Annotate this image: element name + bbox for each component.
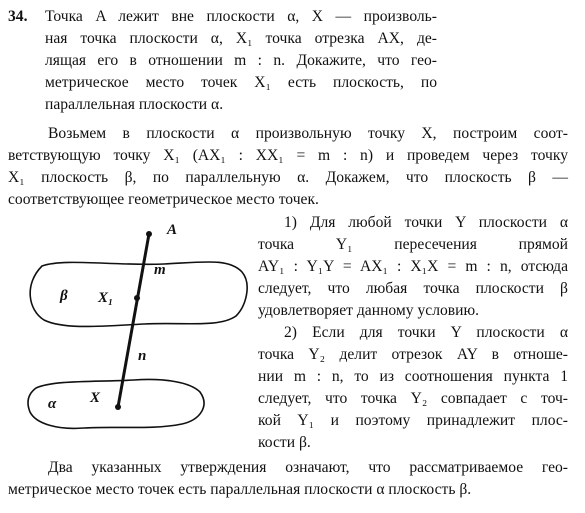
solution-right-line-11: кости β. bbox=[258, 434, 311, 451]
label-n: n bbox=[138, 348, 147, 364]
label-beta: β bbox=[60, 288, 68, 304]
point-x bbox=[115, 404, 121, 410]
label-x: X bbox=[90, 390, 101, 406]
segment-ax bbox=[118, 234, 149, 407]
solution-right-line-1: 1) Для любой точки Y плоскости α bbox=[284, 214, 568, 231]
solution-intro-line-2: ветствующую точку X₁ (AX₁ : XX₁ = m : n) и проведем через точку bbox=[8, 147, 568, 164]
point-a bbox=[146, 231, 152, 237]
label-a: A bbox=[167, 222, 178, 238]
solution-right-line-4: следует, что любая точка плоскости β bbox=[258, 280, 568, 297]
label-alpha: α bbox=[48, 396, 57, 412]
solution-right-line-5: удовлетворяет данному условию. bbox=[258, 302, 480, 319]
label-m: m bbox=[154, 262, 166, 278]
problem-number: 34. bbox=[8, 8, 28, 25]
solution-right-line-3: AY₁ : Y₁Y = AX₁ : X₁X = m : n, отсюда bbox=[258, 258, 568, 275]
label-x1: X₁ bbox=[98, 290, 114, 306]
point-x1 bbox=[134, 295, 140, 301]
solution-right-line-7: точка Y₂ делит отрезок AY в отноше- bbox=[258, 346, 568, 363]
solution-right-line-2: точка Y₁ пересечения прямой bbox=[258, 236, 568, 253]
geometry-figure bbox=[14, 214, 254, 452]
solution-right-line-9: следует, что точка Y₂ совпадает с точ- bbox=[258, 390, 568, 407]
solution-right-line-10: кой Y₁ и поэтому принадлежит плос- bbox=[258, 412, 568, 429]
solution-final-line-2: метрическое место точек есть параллельная плоскости α плоскость β. bbox=[8, 481, 472, 498]
solution-intro-line-4: соответствующее геометрическое место точек. bbox=[8, 191, 319, 208]
solution-right-line-8: нии m : n, то из соотношения пункта 1 bbox=[258, 368, 568, 385]
solution-intro-line-1: Возьмем в плоскости α произвольную точку X, построим соот- bbox=[48, 125, 568, 142]
solution-final-line-1: Два указанных утверждения означают, что рассматриваемое гео- bbox=[48, 459, 568, 476]
problem-line-3: лящая его в отношении m : n. Докажите, что гео- bbox=[45, 52, 437, 69]
problem-line-4: метрическое место точек X₁ есть плоскость, по bbox=[45, 74, 437, 91]
problem-line-1: Точка A лежит вне плоскости α, X — произволь- bbox=[45, 8, 437, 25]
problem-line-2: ная точка плоскости α, X₁ точка отрезка AX, де- bbox=[45, 30, 437, 47]
solution-right-line-6: 2) Если для точки Y плоскости α bbox=[284, 324, 568, 341]
problem-line-5: параллельная плоскости α. bbox=[45, 96, 224, 113]
solution-intro-line-3: X₁ плоскость β, по параллельную α. Докажем, что плоскость β — bbox=[8, 169, 568, 186]
